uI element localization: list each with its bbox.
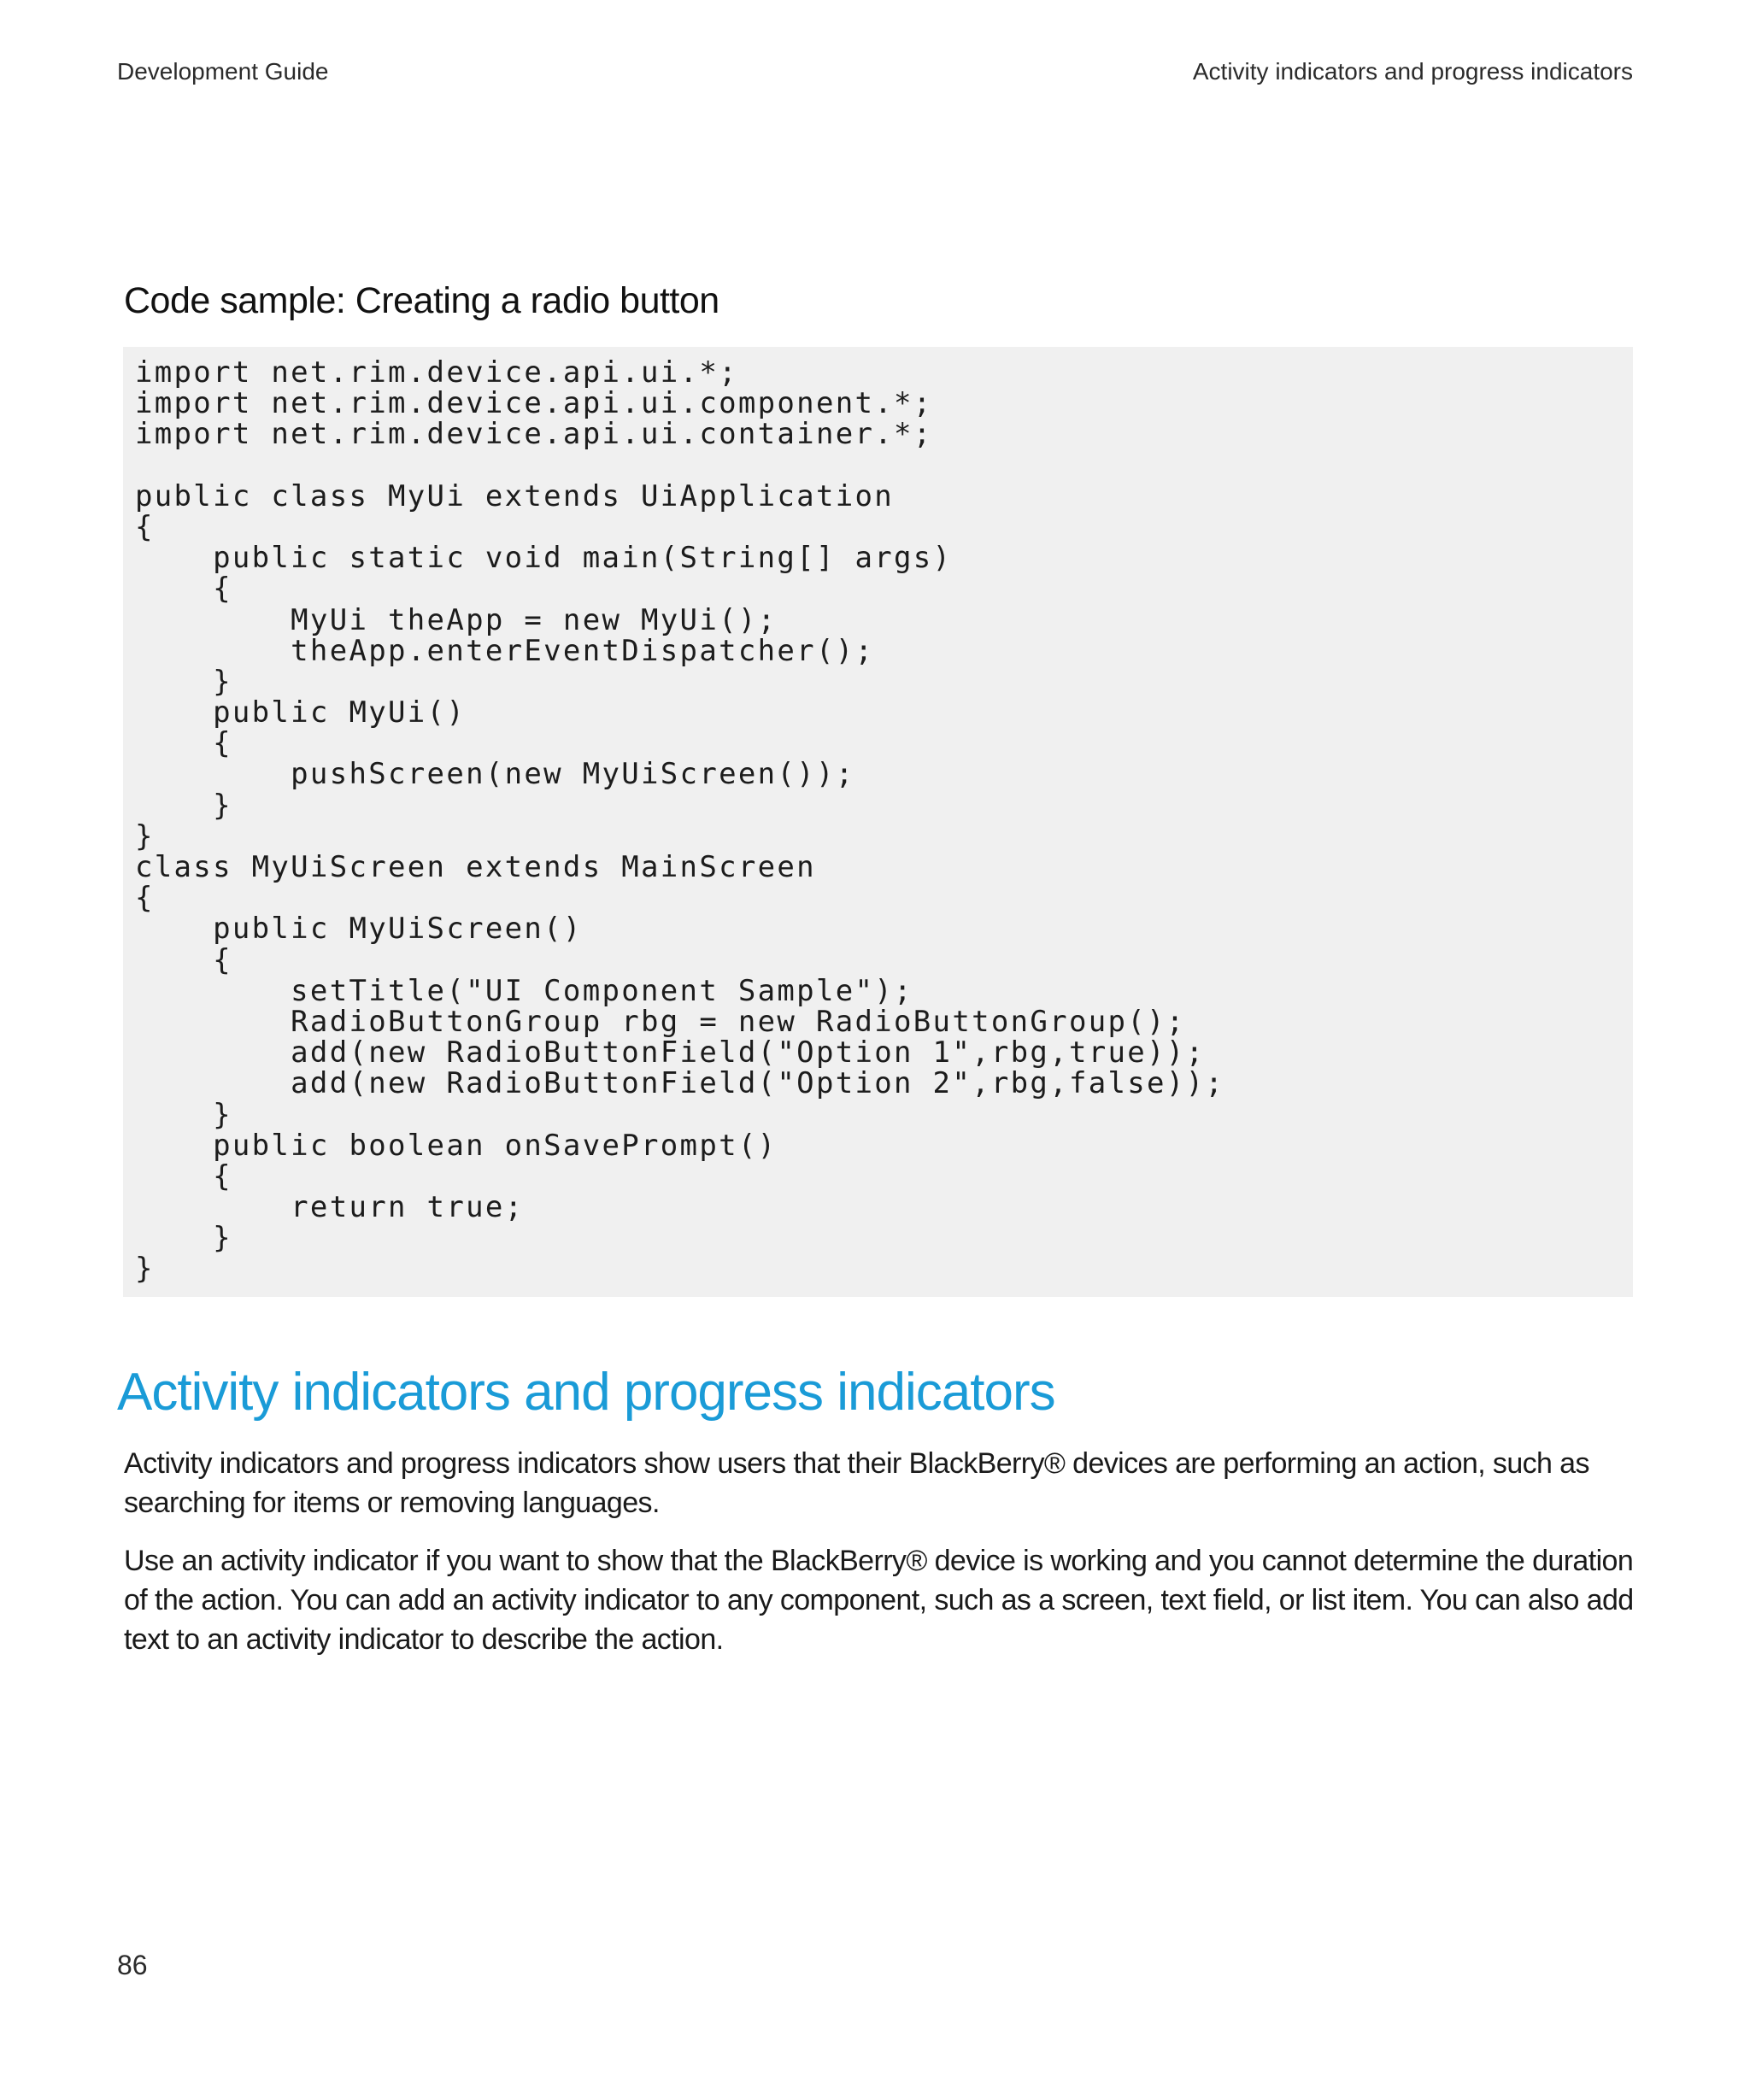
code-line: import net.rim.device.api.ui.*; bbox=[135, 355, 738, 390]
code-line: class MyUiScreen extends MainScreen bbox=[135, 850, 816, 884]
code-line: { bbox=[135, 942, 232, 977]
code-line: } bbox=[135, 664, 232, 699]
code-line: theApp.enterEventDispatcher(); bbox=[135, 633, 875, 668]
code-line: RadioButtonGroup rbg = new RadioButtonGroup(); bbox=[135, 1004, 1186, 1039]
page-number: 86 bbox=[117, 1950, 148, 1980]
code-line: setTitle("UI Component Sample"); bbox=[135, 973, 913, 1008]
code-sample-heading: Code sample: Creating a radio button bbox=[124, 280, 719, 321]
code-line: import net.rim.device.api.ui.component.*; bbox=[135, 386, 933, 421]
code-line: add(new RadioButtonField("Option 2",rbg,false)); bbox=[135, 1066, 1225, 1101]
code-line: } bbox=[135, 788, 232, 823]
code-line: import net.rim.device.api.ui.container.*; bbox=[135, 417, 933, 452]
code-line: { bbox=[135, 726, 232, 761]
code-block bbox=[123, 347, 1633, 1297]
code-line: { bbox=[135, 509, 155, 544]
code-line: public class MyUi extends UiApplication bbox=[135, 478, 895, 513]
code-line: MyUi theApp = new MyUi(); bbox=[135, 602, 778, 637]
body-paragraph: Use an activity indicator if you want to show that the BlackBerry® device is working and you cannot determine the duration of the action. You can add an activity indicator to any component, such as a screen, text field, or list item. You can also add text to an activity indicator to describe the action. bbox=[124, 1545, 1634, 1656]
code-line: public MyUi() bbox=[135, 695, 467, 730]
code-line: } bbox=[135, 818, 155, 853]
code-line bbox=[135, 450, 1633, 481]
body-paragraph: Activity indicators and progress indicators show users that their BlackBerry® devices are performing an action, such as searching for items or removing languages. bbox=[124, 1447, 1589, 1519]
code-line: add(new RadioButtonField("Option 1",rbg,true)); bbox=[135, 1035, 1206, 1071]
running-header bbox=[117, 58, 1633, 92]
code-line: pushScreen(new MyUiScreen()); bbox=[135, 757, 855, 792]
code-line: } bbox=[135, 1252, 155, 1287]
section-title: Activity indicators and progress indicators bbox=[117, 1363, 1055, 1422]
code-line: public boolean onSavePrompt() bbox=[135, 1128, 778, 1163]
code-line: { bbox=[135, 881, 155, 916]
code-line: return true; bbox=[135, 1190, 525, 1225]
code-line: { bbox=[135, 572, 232, 607]
code-line: public static void main(String[] args) bbox=[135, 541, 953, 576]
code-line: public MyUiScreen() bbox=[135, 912, 583, 947]
header-chapter-title: Activity indicators and progress indicators bbox=[1192, 58, 1633, 85]
code-line: } bbox=[135, 1097, 232, 1132]
code-line: { bbox=[135, 1159, 232, 1194]
header-guide-title: Development Guide bbox=[117, 58, 329, 85]
code-line: } bbox=[135, 1221, 232, 1256]
